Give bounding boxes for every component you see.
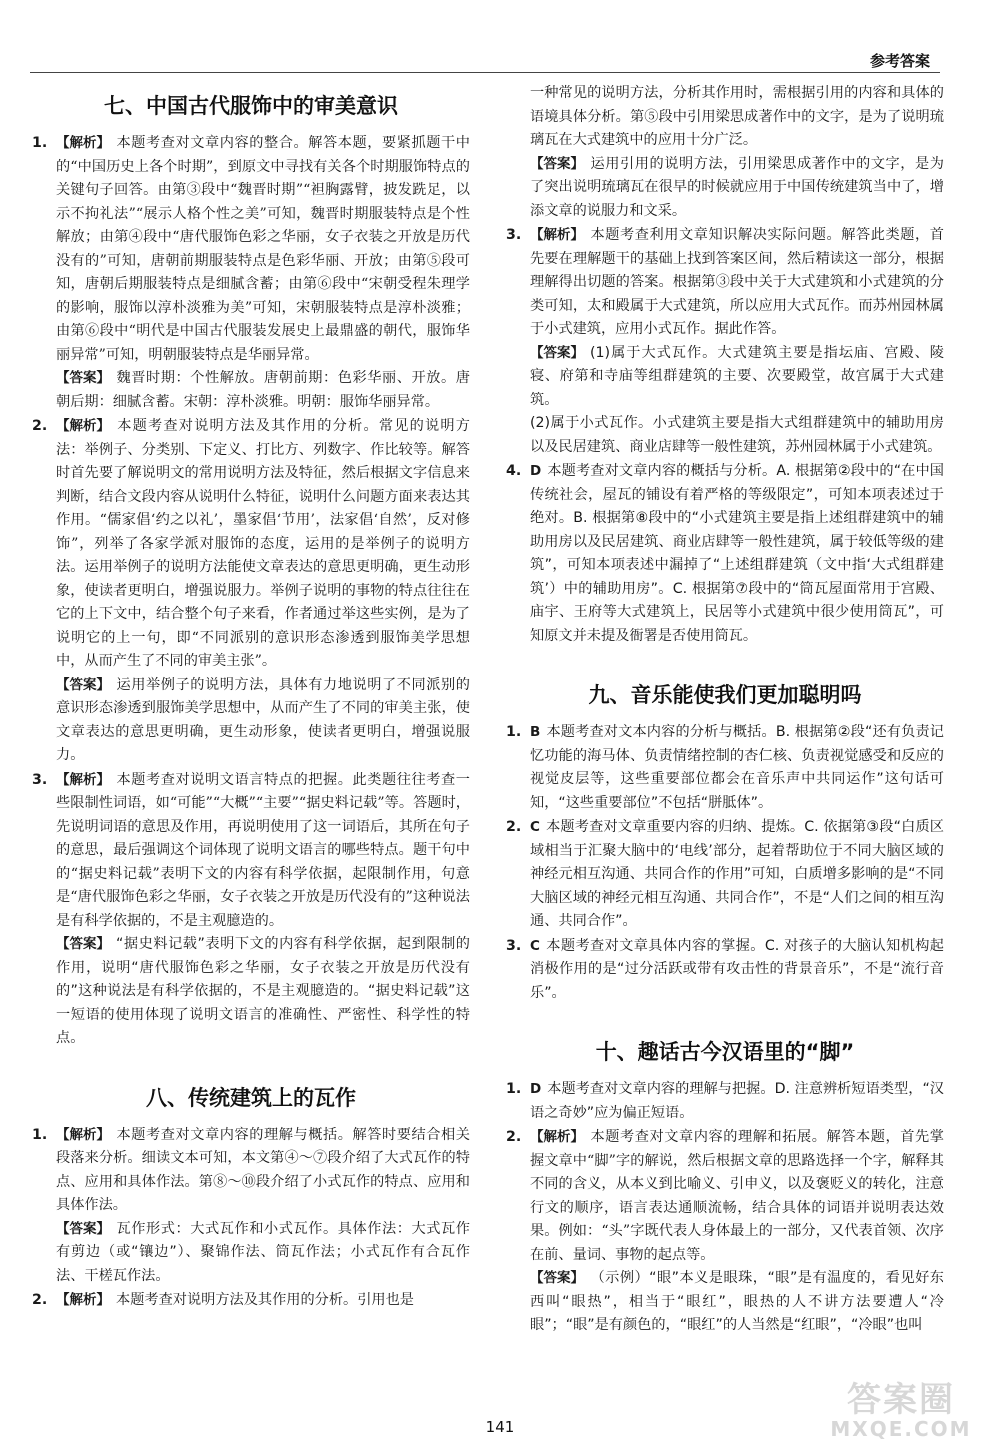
answer-tag: 【答案】 [56, 936, 110, 952]
watermark-main-text: 答案圈 [847, 1380, 955, 1420]
s7-question-1 [32, 132, 470, 414]
watermark-logo [826, 1382, 976, 1444]
s7-question-2 [32, 415, 470, 768]
analysis-tag: 【解析】 [56, 135, 110, 151]
header-rule [30, 72, 940, 73]
analysis-text: 本题考查对文章内容的理解和拓展。解答本题，首先掌握文章中“脚”字的解说，然后根据文章的思路选择一个字，解释其不同的含义，从本义到比喻义、引申义，以及褒贬义的转化，注意行文的顺序，语言表达通顺流畅，结合具体的词语并说明表达效果。例如：“头”字既代表人身体最上的一部分，又代表首领、次序在前、量词、事物的起点等。 [530, 1129, 944, 1263]
choice-letter: C [530, 937, 540, 954]
analysis-text: 本题考查对说明文语言特点的把握。此类题往往考查一些限制性词语，如“可能”“大概”“主要”“据史料记载”等。答题时，先说明词语的意思及作用，再说明使用了这一词语后，其所在句子的意思，最后强调这个词体现了说明文语言的哪些特点。题干句中的“据史料记载”表明下文的内容有科学依据，起限制作用，句意是“唐代服饰色彩之华丽，女子衣装之开放是历代没有的”这种说法是有科学依据的，不是主观臆造的。 [56, 771, 470, 929]
analysis-text: 一种常见的说明方法，分析其作用时，需根据引用的内容和具体的语境具体分析。第⑤段中引用梁思成著作中的文字，是为了说明琉璃瓦在大式建筑中的应用十分广泛。 [530, 85, 944, 148]
analysis-text: 本题考查对文本内容的分析与概括。B. 根据第②段“还有负责记忆功能的海马体、负责情绪控制的杏仁核、负责视觉感受和反应的视觉皮层等，这些重要部位都会在音乐声中共同运作”这句话可知，“这些重要部位”不包括“胼胝体”。 [530, 724, 944, 811]
analysis-text: 本题考查对文章内容的概括与分析。A. 根据第②段中的“在中国传统社会，屋瓦的铺设有着严格的等级限定”，可知本项表述过于绝对。B. 根据第⑧段中的“小式建筑主要是指上述组群建筑中的辅助用房以及民居建筑、商业店肆等一般性建筑，属于较低等级的建筑”，可知本项表述中漏掉了“上述组群建筑（文中指‘大式组群建筑’）中的辅助用房”。C. 根据第⑦段中的“筒瓦屋面常用于宫殿、庙宇、王府等大式建筑上，民居等小式建筑中很少使用筒瓦”，可知原文并未提及衙署是否使用筒瓦。 [530, 463, 944, 644]
analysis-text: 本题考查对文章具体内容的掌握。C. 对孩子的大脑认知机构起消极作用的是“过分活跃或带有攻击性的背景音乐”，不是“流行音乐”。 [530, 937, 944, 1001]
analysis-tag: 【解析】 [56, 418, 110, 434]
watermark-sub-text: MXQE.COM [830, 1417, 972, 1441]
s9-question-3 [506, 935, 944, 1006]
question-number: 4. [506, 463, 522, 479]
analysis-text: 本题考查对文章内容的理解与概括。解答时要结合相关段落来分析。细读文本可知，本文第④～⑦段介绍了大式瓦作的特点、应用和具体作法。第⑧～⑩段介绍了小式瓦作的特点、应用和具体作法。 [56, 1126, 470, 1213]
choice-letter: D [530, 463, 542, 479]
right-column [506, 82, 944, 1339]
page-number: 141 [485, 1418, 515, 1436]
answer-tag: 【答案】 [530, 155, 584, 172]
question-number: 1. [32, 135, 48, 151]
analysis-tag: 【解析】 [56, 771, 110, 788]
answer-tag: 【答案】 [530, 344, 584, 361]
answer-text: （示例）“眼”本义是眼珠，“眼”是有温度的，看见好东西叫“眼热”，相当于“眼红”，眼热的人不讲方法要遭人“冷眼”；“眼”是有颜色的，“眼红”的人当然是“红眼”，“冷眼”也叫 [530, 1270, 944, 1333]
question-number: 2. [32, 418, 48, 434]
question-number: 1. [32, 1126, 48, 1143]
analysis-text: 本题考查对文章内容的理解与把握。D. 注意辨析短语类型，“汉语之奇妙”应为偏正短语。 [530, 1081, 944, 1121]
s8-question-3 [506, 224, 944, 459]
answer-text: 运用举例子的说明方法，具体有力地说明了不同派别的意识形态渗透到服饰美学思想中，从而产生了不同的审美主张，使文章表达的意思更明确，更生动形象，使读者更明白，增强说服力。 [56, 676, 470, 763]
question-number: 2. [32, 1292, 48, 1308]
header-label: 参考答案 [869, 52, 930, 70]
choice-letter: B [530, 724, 541, 740]
choice-letter: D [530, 1081, 542, 1097]
question-number: 1. [506, 724, 522, 740]
analysis-text: 本题考查对说明方法及其作用的分析。引用也是 [116, 1292, 414, 1308]
section-7-title: 七、中国古代服饰中的审美意识 [104, 94, 398, 118]
question-number: 2. [506, 1129, 522, 1145]
s7-question-3 [32, 769, 470, 1051]
section-9-title: 九、音乐能使我们更加聪明吗 [588, 683, 862, 707]
s8-question-2 [32, 1289, 470, 1313]
question-number: 3. [506, 227, 522, 243]
answer-text: 魏晋时期：个性解放。唐朝前期：色彩华丽、开放。唐朝后期：细腻含蓄。宋朝：淳朴淡雅。明朝：服饰华丽异常。 [56, 370, 470, 410]
answer-text: 运用引用的说明方法，引用梁思成著作中的文字，是为了突出说明琉璃瓦在很早的时候就应用于中国传统建筑当中了，增添文章的说服力和文采。 [530, 155, 944, 219]
question-number: 3. [506, 937, 522, 954]
answer-tag: 【答案】 [56, 1220, 110, 1237]
analysis-text: 本题考查对说明方法及其作用的分析。常见的说明方法：举例子、分类别、下定义、打比方、列数字、作比较等。解答时首先要了解说明文的常用说明方法及特征，然后根据文字信息来判断，结合文段内容从说明什么特征，说明什么问题方面来表达其作用。“儒家倡‘约之以礼’，墨家倡‘节用’，法家倡‘自然’，反对修饰”，列举了各家学派对服饰的态度，运用的是举例子的说明方法。运用举例子的说明方法能使文章表达的意思更明确，更生动形象，使读者更明白，增强说服力。举例子说明的事物的特点往往在它的上下文中，结合整个句子来看，作者通过举这些实例，是为了说明它的上一句，即“不同派别的意识形态渗透到服饰美学思想中，从而产生了不同的审美主张”。 [56, 418, 470, 669]
s10-question-1 [506, 1078, 944, 1125]
question-number: 1. [506, 1081, 522, 1097]
answer-text: (1)属于大式瓦作。大式建筑主要是指坛庙、宫殿、陵寝、府第和寺庙等组群建筑的主要、次要殿堂，故宫属于大式建筑。 [530, 344, 944, 408]
question-number: 3. [32, 771, 48, 788]
s8-question-1 [32, 1124, 470, 1289]
question-number: 2. [506, 819, 522, 835]
s9-question-2 [506, 816, 944, 934]
section-8-title: 八、传统建筑上的瓦作 [146, 1085, 356, 1110]
answer-tag: 【答案】 [530, 1270, 584, 1286]
answer-tag: 【答案】 [56, 370, 110, 386]
section-10-title: 十、趣话古今汉语里的“脚” [595, 1040, 855, 1064]
s10-question-2 [506, 1126, 944, 1338]
left-column [32, 82, 470, 1314]
choice-letter: C [530, 819, 540, 835]
analysis-text: 本题考查对文章内容的整合。解答本题，要紧抓题干中的“中国历史上各个时期”，到原文中寻找有关各个时期服饰特点的关键句子回答。由第③段中“魏晋时期”“袒胸露臂，披发跣足，以示不拘礼法”“展示人格个性之美”可知，魏晋时期服装特点是个性解放；由第④段中“唐代服饰色彩之华丽，女子衣装之开放是历代没有的”可知，唐朝前期服装特点是色彩华丽、开放；由第⑤段可知，唐朝后期服装特点是细腻含蓄；由第⑥段中“宋朝受程朱理学的影响，服饰以淳朴淡雅为美”可知，宋朝服装特点是淳朴淡雅；由第⑥段中“明代是中国古代服装发展史上最鼎盛的朝代，服饰华丽异常”可知，明朝服装特点是华丽异常。 [56, 135, 470, 363]
analysis-tag: 【解析】 [530, 227, 584, 243]
analysis-text: 本题考查利用文章知识解决实际问题。解答此类题，首先要在理解题干的基础上找到答案区间，然后精读这一部分，根据理解得出切题的答案。根据第③段中关于大式建筑和小式建筑的分类可知，太和殿属于大式建筑，所以应用大式瓦作。而苏州园林属于小式建筑，应用小式瓦作。据此作答。 [530, 227, 944, 337]
answer-tag: 【答案】 [56, 676, 110, 693]
analysis-tag: 【解析】 [56, 1126, 110, 1143]
answer-text: 瓦作形式：大式瓦作和小式瓦作。具体作法：大式瓦作有剪边（或“镶边”）、聚锦作法、筒瓦作法；小式瓦作有合瓦作法、干槎瓦作法。 [56, 1220, 470, 1284]
answer-text: “据史料记载”表明下文的内容有科学依据，起到限制的作用，说明“唐代服饰色彩之华丽，女子衣装之开放是历代没有的”这种说法是有科学依据的，不是主观臆造的。“据史料记载”这一短语的使用体现了说明文语言的准确性、严密性、科学性的特点。 [56, 936, 470, 1046]
analysis-tag: 【解析】 [530, 1129, 584, 1145]
s9-question-1 [506, 721, 944, 815]
s8-question-2-continued [506, 82, 944, 223]
s8-question-4 [506, 460, 944, 648]
answer-text: (2)属于小式瓦作。小式建筑主要是指大式组群建筑中的辅助用房以及民居建筑、商业店肆等一般性建筑，苏州园林属于小式建筑。 [530, 415, 944, 455]
analysis-text: 本题考查对文章重要内容的归纳、提炼。C. 依据第③段“白质区域相当于汇聚大脑中的‘电线’部分，起着帮助位于不同大脑区域的神经元相互沟通、共同合作的作用”可知，白质增多影响的是“不同大脑区域的神经元相互沟通、共同合作”，不是“人们之间的相互沟通、共同合作”。 [530, 819, 944, 929]
analysis-tag: 【解析】 [56, 1292, 110, 1308]
